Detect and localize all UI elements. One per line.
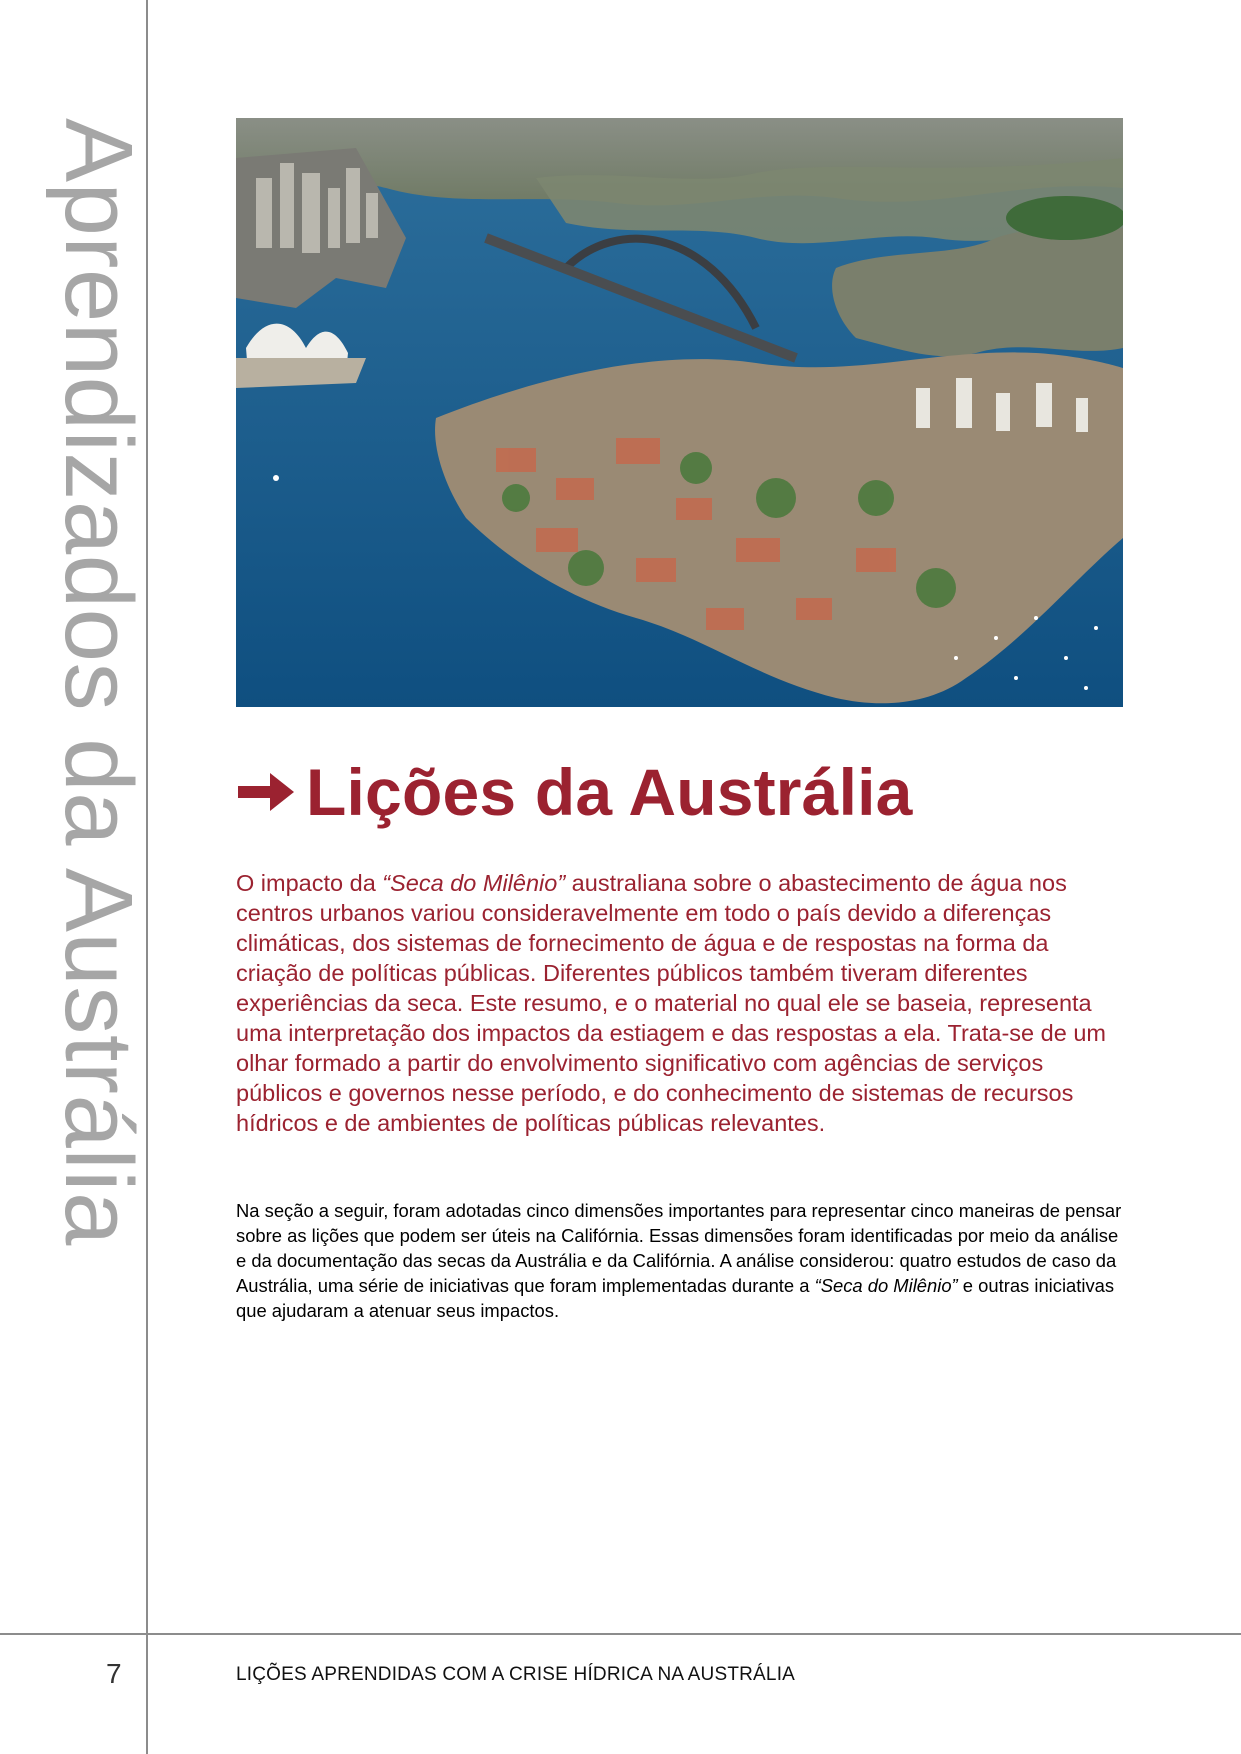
body-paragraph <box>236 1198 1126 1323</box>
body-text-end: e outras iniciativas que ajudaram a atenuar seus impactos. <box>236 1275 1115 1321</box>
lead-text-start: O impacto da <box>236 870 383 896</box>
section-heading <box>236 752 913 832</box>
side-title <box>44 118 152 1278</box>
aerial-photo <box>236 118 1123 707</box>
side-title-text: Aprendizados da Austrália <box>45 118 152 1246</box>
page-title: Lições da Austrália <box>306 755 913 829</box>
lead-emphasis: “Seca do Milênio” <box>382 870 566 896</box>
lead-text-end: australiana sobre o abastecimento de água nos centros urbanos variou consideravelmente em todo o país devido a diferenças climáticas, dos sistemas de fornecimento de água e de respostas na forma da criação de políticas públicas. Diferentes públicos também tiveram diferentes experiências da seca. Este resumo, e o material no qual ele se baseia, representa uma interpretação dos impactos da estiagem e das respostas a ela. Trata-se de um olhar formado a partir do envolvimento significativo com agências de serviços públicos e governos nesse período, e do conhecimento de sistemas de recursos hídricos e de ambientes de políticas públicas relevantes. <box>236 870 1106 1136</box>
body-text-start: Na seção a seguir, foram adotadas cinco dimensões importantes para representar cinco maneiras de pensar sobre as lições que podem ser úteis na Califórnia. Essas dimensões foram identificadas por meio da análise e da documentação das secas da Austrália e da Califórnia. A análise considerou: quatro estudos de caso da Austrália, uma série de iniciativas que foram implementadas durante a <box>236 1200 1122 1296</box>
right-arrow-icon <box>236 769 296 815</box>
body-emphasis: “Seca do Milênio” <box>814 1275 958 1296</box>
lead-paragraph <box>236 868 1126 1138</box>
page-number: 7 <box>106 1658 122 1689</box>
footer-title: LIÇÕES APRENDIDAS COM A CRISE HÍDRICA NA AUSTRÁLIA <box>236 1664 796 1685</box>
footer-rule <box>0 1633 1241 1635</box>
